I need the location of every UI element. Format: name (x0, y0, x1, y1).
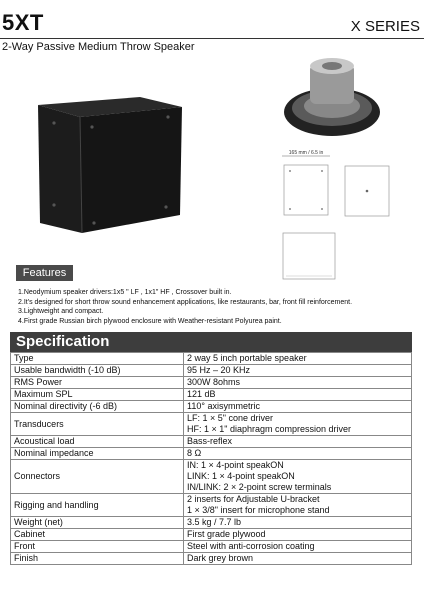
spec-label: Connectors (11, 460, 184, 494)
spec-label: Nominal directivity (-6 dB) (11, 401, 184, 413)
feature-item: 3.Lightweight and compact. (18, 308, 104, 315)
spec-value (184, 353, 412, 365)
front-view-drawing (278, 150, 338, 225)
spec-value (184, 529, 412, 541)
spec-value (184, 401, 412, 413)
spec-value (184, 448, 412, 460)
spec-label: Acoustical load (11, 436, 184, 448)
dimension-label: 165 mm / 6.5 in (288, 150, 324, 156)
header-divider (0, 38, 424, 39)
series-name: X SERIES (350, 18, 420, 35)
spec-value (184, 517, 412, 529)
spec-label: Front (11, 541, 184, 553)
spec-value-line: 1 × 3/8" insert for microphone stand (187, 505, 330, 515)
feature-item: 2.It's designed for short throw sound enhancement applications, like restaurants, bar, front fill reinforcement. (18, 298, 353, 306)
spec-value-line: 110° axisymmetric (187, 401, 260, 411)
spec-label: Cabinet (11, 529, 184, 541)
back-view-drawing (282, 232, 336, 280)
product-subtitle: 2-Way Passive Medium Throw Speaker (2, 41, 195, 53)
spec-value-line: 121 dB (187, 389, 216, 399)
spec-label: Rigging and handling (11, 494, 184, 517)
spec-value-line: Bass-reflex (187, 436, 233, 446)
spec-label: Finish (11, 553, 184, 565)
spec-row (11, 353, 412, 365)
spec-value (184, 494, 412, 517)
spec-row (11, 413, 412, 436)
spec-row (11, 365, 412, 377)
spec-row (11, 494, 412, 517)
spec-value (184, 377, 412, 389)
specification-heading: Specification (10, 332, 412, 352)
features-list (18, 288, 418, 326)
spec-label: Type (11, 353, 184, 365)
spec-value (184, 553, 412, 565)
spec-row (11, 529, 412, 541)
driver-photo (280, 50, 385, 145)
spec-row (11, 448, 412, 460)
spec-label: Nominal impedance (11, 448, 184, 460)
spec-value (184, 436, 412, 448)
spec-row (11, 541, 412, 553)
spec-value-line: IN/LINK: 2 × 2-point screw terminals (187, 482, 332, 492)
spec-row (11, 401, 412, 413)
spec-value-line: Steel with anti-corrosion coating (187, 541, 315, 551)
spec-value-line: Dark grey brown (187, 553, 254, 563)
spec-value-line: 2 inserts for Adjustable U-bracket (187, 494, 320, 504)
spec-label: Transducers (11, 413, 184, 436)
spec-value-line: LF: 1 × 5" cone driver (187, 413, 273, 423)
specification-table (10, 352, 412, 565)
spec-value-line: 300W 8ohms (187, 377, 241, 387)
spec-value (184, 389, 412, 401)
spec-row (11, 377, 412, 389)
spec-value-line: LINK: 1 × 4-point speakON (187, 471, 295, 481)
spec-row (11, 517, 412, 529)
spec-value-line: 2 way 5 inch portable speaker (187, 353, 307, 363)
spec-value (184, 413, 412, 436)
feature-item: 1.Neodymium speaker drivers:1x5 " LF , 1x1" HF , Crossover built in. (18, 289, 232, 296)
spec-value-line: HF: 1 × 1" diaphragm compression driver (187, 424, 352, 434)
feature-item: 4.First grade Russian birch plywood enclosure with Weather-resistant Polyurea paint. (18, 317, 282, 325)
spec-label: Usable bandwidth (-10 dB) (11, 365, 184, 377)
model-name: 5XT (2, 10, 44, 35)
spec-row (11, 460, 412, 494)
spec-row (11, 389, 412, 401)
spec-value-line: IN: 1 × 4-point speakON (187, 460, 284, 470)
spec-value (184, 460, 412, 494)
spec-label: Weight (net) (11, 517, 184, 529)
spec-row (11, 553, 412, 565)
spec-label: Maximum SPL (11, 389, 184, 401)
features-tab: Features (16, 265, 73, 281)
spec-label: RMS Power (11, 377, 184, 389)
spec-value (184, 365, 412, 377)
speaker-cabinet-image (30, 95, 190, 235)
side-view-drawing (344, 165, 390, 217)
spec-value (184, 541, 412, 553)
spec-row (11, 436, 412, 448)
spec-value-line: First grade plywood (187, 529, 266, 539)
spec-value-line: 8 Ω (187, 448, 202, 458)
spec-value-line: 95 Hz – 20 KHz (187, 365, 251, 375)
spec-value-line: 3.5 kg / 7.7 lb (187, 517, 242, 527)
